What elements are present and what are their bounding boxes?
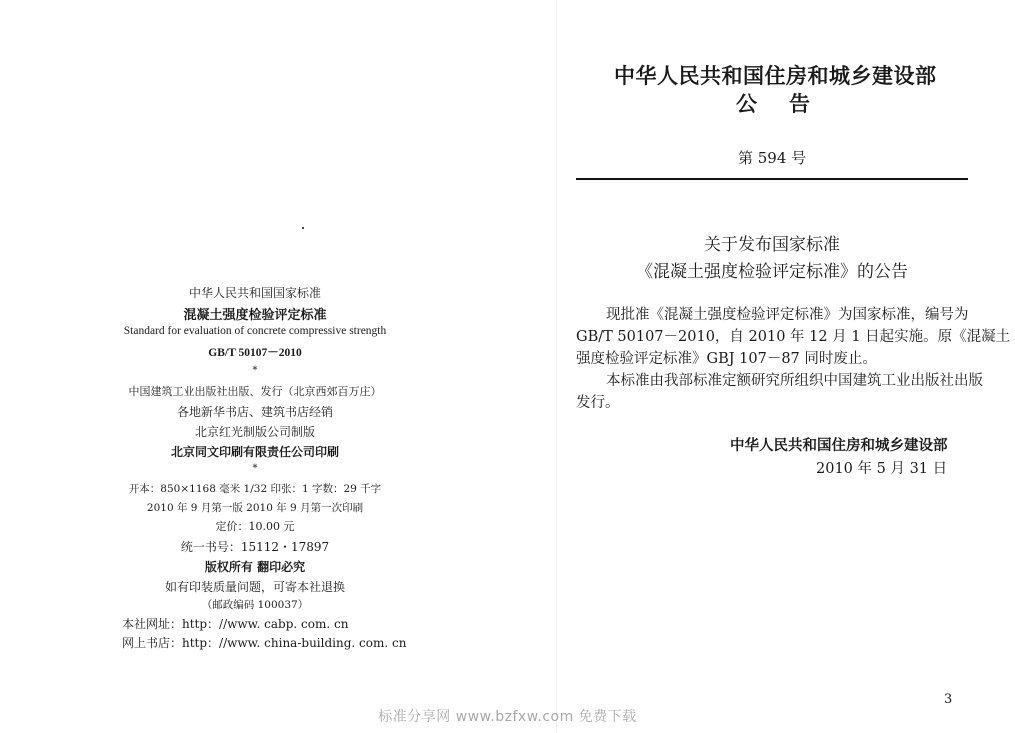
plate-maker-line: 北京红光制版公司制版 xyxy=(194,425,315,439)
body-paragraph-2: 发行。 xyxy=(576,395,620,411)
separator-star: * xyxy=(252,463,258,474)
website-link: 本社网址：http：//www. cabp. com. cn xyxy=(122,617,349,631)
exchange-line: 如有印装质量问题，可寄本社退换 xyxy=(164,580,345,594)
body-paragraph-1: 强度检验评定标准》GBJ 107－87 同时废止。 xyxy=(576,351,877,367)
publisher-line: 中国建筑工业出版社出版、发行（北京西郊百万庄） xyxy=(128,385,382,398)
body-paragraph-1: GB/T 50107－2010，自 2010 年 12 月 1 日起实施。原《混凝土 xyxy=(576,329,1011,345)
header-rule xyxy=(576,178,968,180)
standard-title-en: Standard for evaluation of concrete compressive strength xyxy=(123,325,387,337)
notice-heading-line2: 《混凝土强度检验评定标准》的公告 xyxy=(636,262,908,282)
signature: 中华人民共和国住房和城乡建设部 xyxy=(730,438,948,454)
ministry-title: 中华人民共和国住房和城乡建设部 xyxy=(614,64,937,88)
country-standard-label: 中华人民共和国国家标准 xyxy=(188,286,321,300)
notice-date: 2010 年 5 月 31 日 xyxy=(816,461,948,477)
speck xyxy=(302,227,304,229)
price-line: 定价：10.00 元 xyxy=(215,520,295,533)
rights-line: 版权所有 翻印必究 xyxy=(204,560,306,574)
standard-code: GB/T 50107－2010 xyxy=(208,347,302,359)
book-number-line: 统一书号：15112・17897 xyxy=(180,540,330,554)
standard-title-cn: 混凝土强度检验评定标准 xyxy=(183,308,327,323)
imprint-page xyxy=(90,0,420,733)
distributor-line: 各地新华书店、建筑书店经销 xyxy=(176,405,333,419)
watermark: 标准分享网 www.bzfxw.com 免费下载 xyxy=(378,709,637,725)
postcode-line: （邮政编码 100037） xyxy=(201,599,309,611)
notice-title: 公告 xyxy=(736,92,842,116)
page-number: 3 xyxy=(944,692,953,707)
format-line: 开本：850×1168 毫米 1/32 印张：1 字数：29 千字 xyxy=(128,483,382,495)
separator-star: * xyxy=(252,365,258,376)
body-paragraph-2: 本标准由我部标准定额研究所组织中国建筑工业出版社出版 xyxy=(606,373,983,389)
notice-number: 第 594 号 xyxy=(738,149,807,167)
printer-line: 北京同文印刷有限责任公司印刷 xyxy=(170,445,339,459)
body-paragraph-1: 现批准《混凝土强度检验评定标准》为国家标准，编号为 xyxy=(606,307,969,323)
online-store-link: 网上书店：http：//www. china-building. com. cn xyxy=(122,636,407,650)
notice-heading-line1: 关于发布国家标准 xyxy=(704,235,840,255)
page-spine xyxy=(556,0,557,733)
edition-line: 2010 年 9 月第一版 2010 年 9 月第一次印刷 xyxy=(146,502,364,514)
